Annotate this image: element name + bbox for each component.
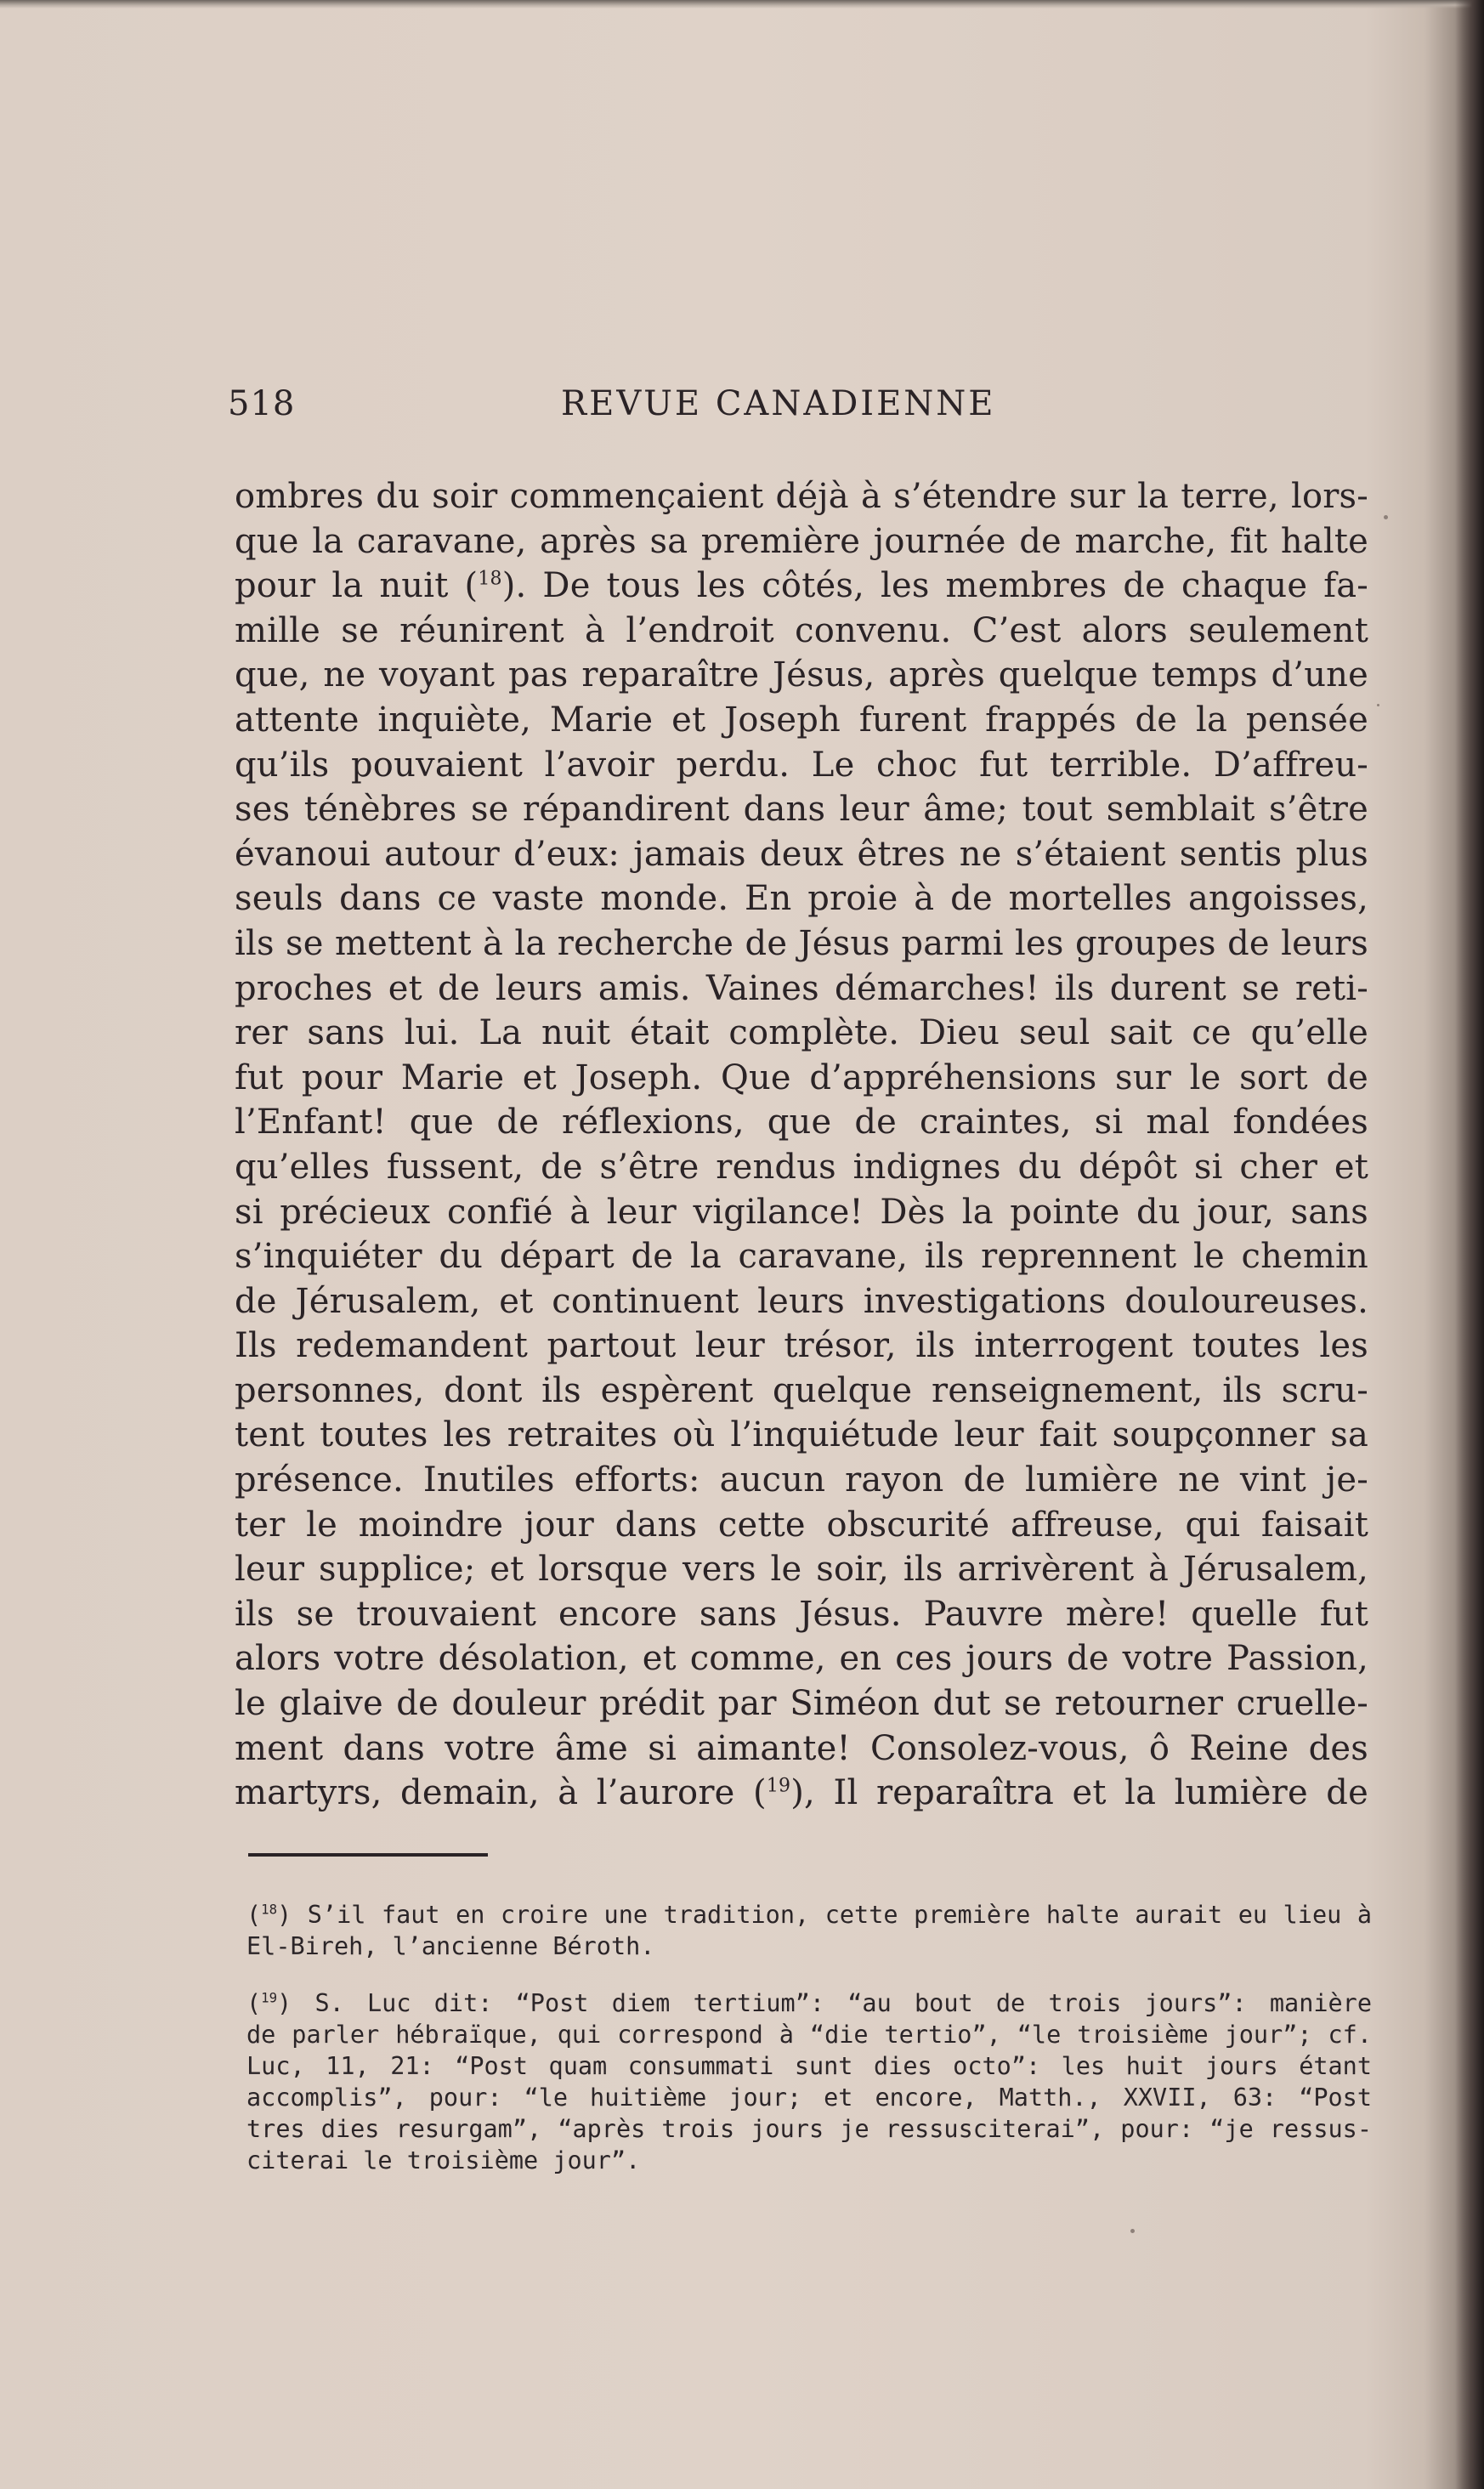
text-line: si précieux confié à leur vigilance! Dès la pointe du jour, sans: [235, 1192, 1368, 1232]
text-line: tent toutes les retraites où l’inquiétude leur fait soupçonner sa: [235, 1415, 1368, 1455]
text-line: ment dans votre âme si aimante! Consolez-vous, ô Reine des: [235, 1728, 1368, 1768]
page-number: 518: [228, 384, 296, 423]
text-line: évanoui autour d’eux: jamais deux êtres ne s’étaient sentis plus: [235, 834, 1368, 874]
body-text: [235, 474, 1368, 1816]
footnote-line: ($^{19}$) S. Luc dit: “Post diem tertium”: “au bout de trois jours”: manière: [246, 1989, 1372, 2017]
running-title: REVUE CANADIENNE: [561, 384, 996, 423]
text-line: que, ne voyant pas reparaître Jésus, après quelque temps d’une: [235, 655, 1368, 695]
footnote-line: ($^{18}$) S’il faut en croire une tradition, cette première halte aurait eu lieu à: [246, 1901, 1372, 1929]
text-line: s’inquiéter du départ de la caravane, ils reprennent le chemin: [235, 1237, 1368, 1277]
text-line: personnes, dont ils espèrent quelque renseignement, ils scru-: [235, 1370, 1368, 1410]
footnote-line: tres dies resurgam”, “après trois jours je ressusciterai”, pour: “je ressus-: [246, 2115, 1372, 2143]
footnote-line: de parler hébraïque, qui correspond à “die tertio”, “le troisième jour”; cf.: [246, 2021, 1372, 2049]
text-line: qu’elles fussent, de s’être rendus indignes du dépôt si cher et: [235, 1147, 1368, 1187]
page-top-edge: [0, 0, 1484, 9]
page-header: [228, 384, 1374, 435]
footnote-marker: 19: [261, 1989, 278, 2006]
paper-speck: [1130, 2229, 1135, 2233]
text-line: ils se mettent à la recherche de Jésus parmi les groupes de leurs: [235, 923, 1368, 963]
text-line: martyrs, demain, à l’aurore ($^{19}$), Il reparaîtra et la lumière de: [235, 1773, 1368, 1813]
text-line: ses ténèbres se répandirent dans leur âme; tout semblait s’être: [235, 790, 1368, 830]
text-line: ter le moindre jour dans cette obscurité affreuse, qui faisait: [235, 1505, 1368, 1545]
footnote-18: [246, 1899, 1372, 1962]
text-line: que la caravane, après sa première journée de marche, fit halte: [235, 521, 1368, 561]
text-line: rer sans lui. La nuit était complète. Dieu seul sait ce qu’elle: [235, 1013, 1368, 1053]
page-binding-shadow: [1455, 0, 1484, 2489]
footnote-marker: 18: [261, 1901, 278, 1918]
text-line: qu’ils pouvaient l’avoir perdu. Le choc fut terrible. D’affreu-: [235, 745, 1368, 785]
text-line: de Jérusalem, et continuent leurs investigations douloureuses.: [235, 1281, 1368, 1321]
text-line: le glaive de douleur prédit par Siméon dut se retourner cruelle-: [235, 1684, 1368, 1724]
footnote-line: El-Bireh, l’ancienne Béroth.: [246, 1932, 655, 1960]
text-line: ombres du soir commençaient déjà à s’étendre sur la terre, lors-: [235, 477, 1368, 516]
text-line: l’Enfant! que de réflexions, que de craintes, si mal fondées: [235, 1103, 1368, 1142]
footnote-19: [246, 1987, 1372, 2176]
text-line: attente inquiète, Marie et Joseph furent frappés de la pensée: [235, 700, 1368, 740]
footnotes: [246, 1899, 1372, 2202]
footnote-rule: [248, 1853, 488, 1857]
text-line: proches et de leurs amis. Vaines démarches! ils durent se reti-: [235, 968, 1368, 1008]
text-line: alors votre désolation, et comme, en ces jours de votre Passion,: [235, 1639, 1368, 1679]
text-line: Ils redemandent partout leur trésor, ils interrogent toutes les: [235, 1326, 1368, 1366]
footnote-line: Luc, 11, 21: “Post quam consummati sunt dies octo”: les huit jours étant: [246, 2052, 1372, 2080]
text-line: seuls dans ce vaste monde. En proie à de mortelles angoisses,: [235, 879, 1368, 919]
text-line: présence. Inutiles efforts: aucun rayon de lumière ne vint je-: [235, 1460, 1368, 1500]
footnote-line: citerai le troisième jour”.: [246, 2146, 641, 2174]
text-line: mille se réunirent à l’endroit convenu. C’est alors seulement: [235, 610, 1368, 650]
text-line: fut pour Marie et Joseph. Que d’appréhensions sur le sort de: [235, 1057, 1368, 1097]
footnote-line: accomplis”, pour: “le huitième jour; et encore, Matth., XXVII, 63: “Post: [246, 2084, 1372, 2112]
text-line: ils se trouvaient encore sans Jésus. Pauvre mère! quelle fut: [235, 1594, 1368, 1634]
paper-speck: [1384, 515, 1388, 519]
text-line: pour la nuit ($^{18}$). De tous les côtés, les membres de chaque fa-: [235, 566, 1368, 606]
text-line: leur supplice; et lorsque vers le soir, ils arrivèrent à Jérusalem,: [235, 1550, 1368, 1590]
paper-speck: [1377, 704, 1379, 706]
